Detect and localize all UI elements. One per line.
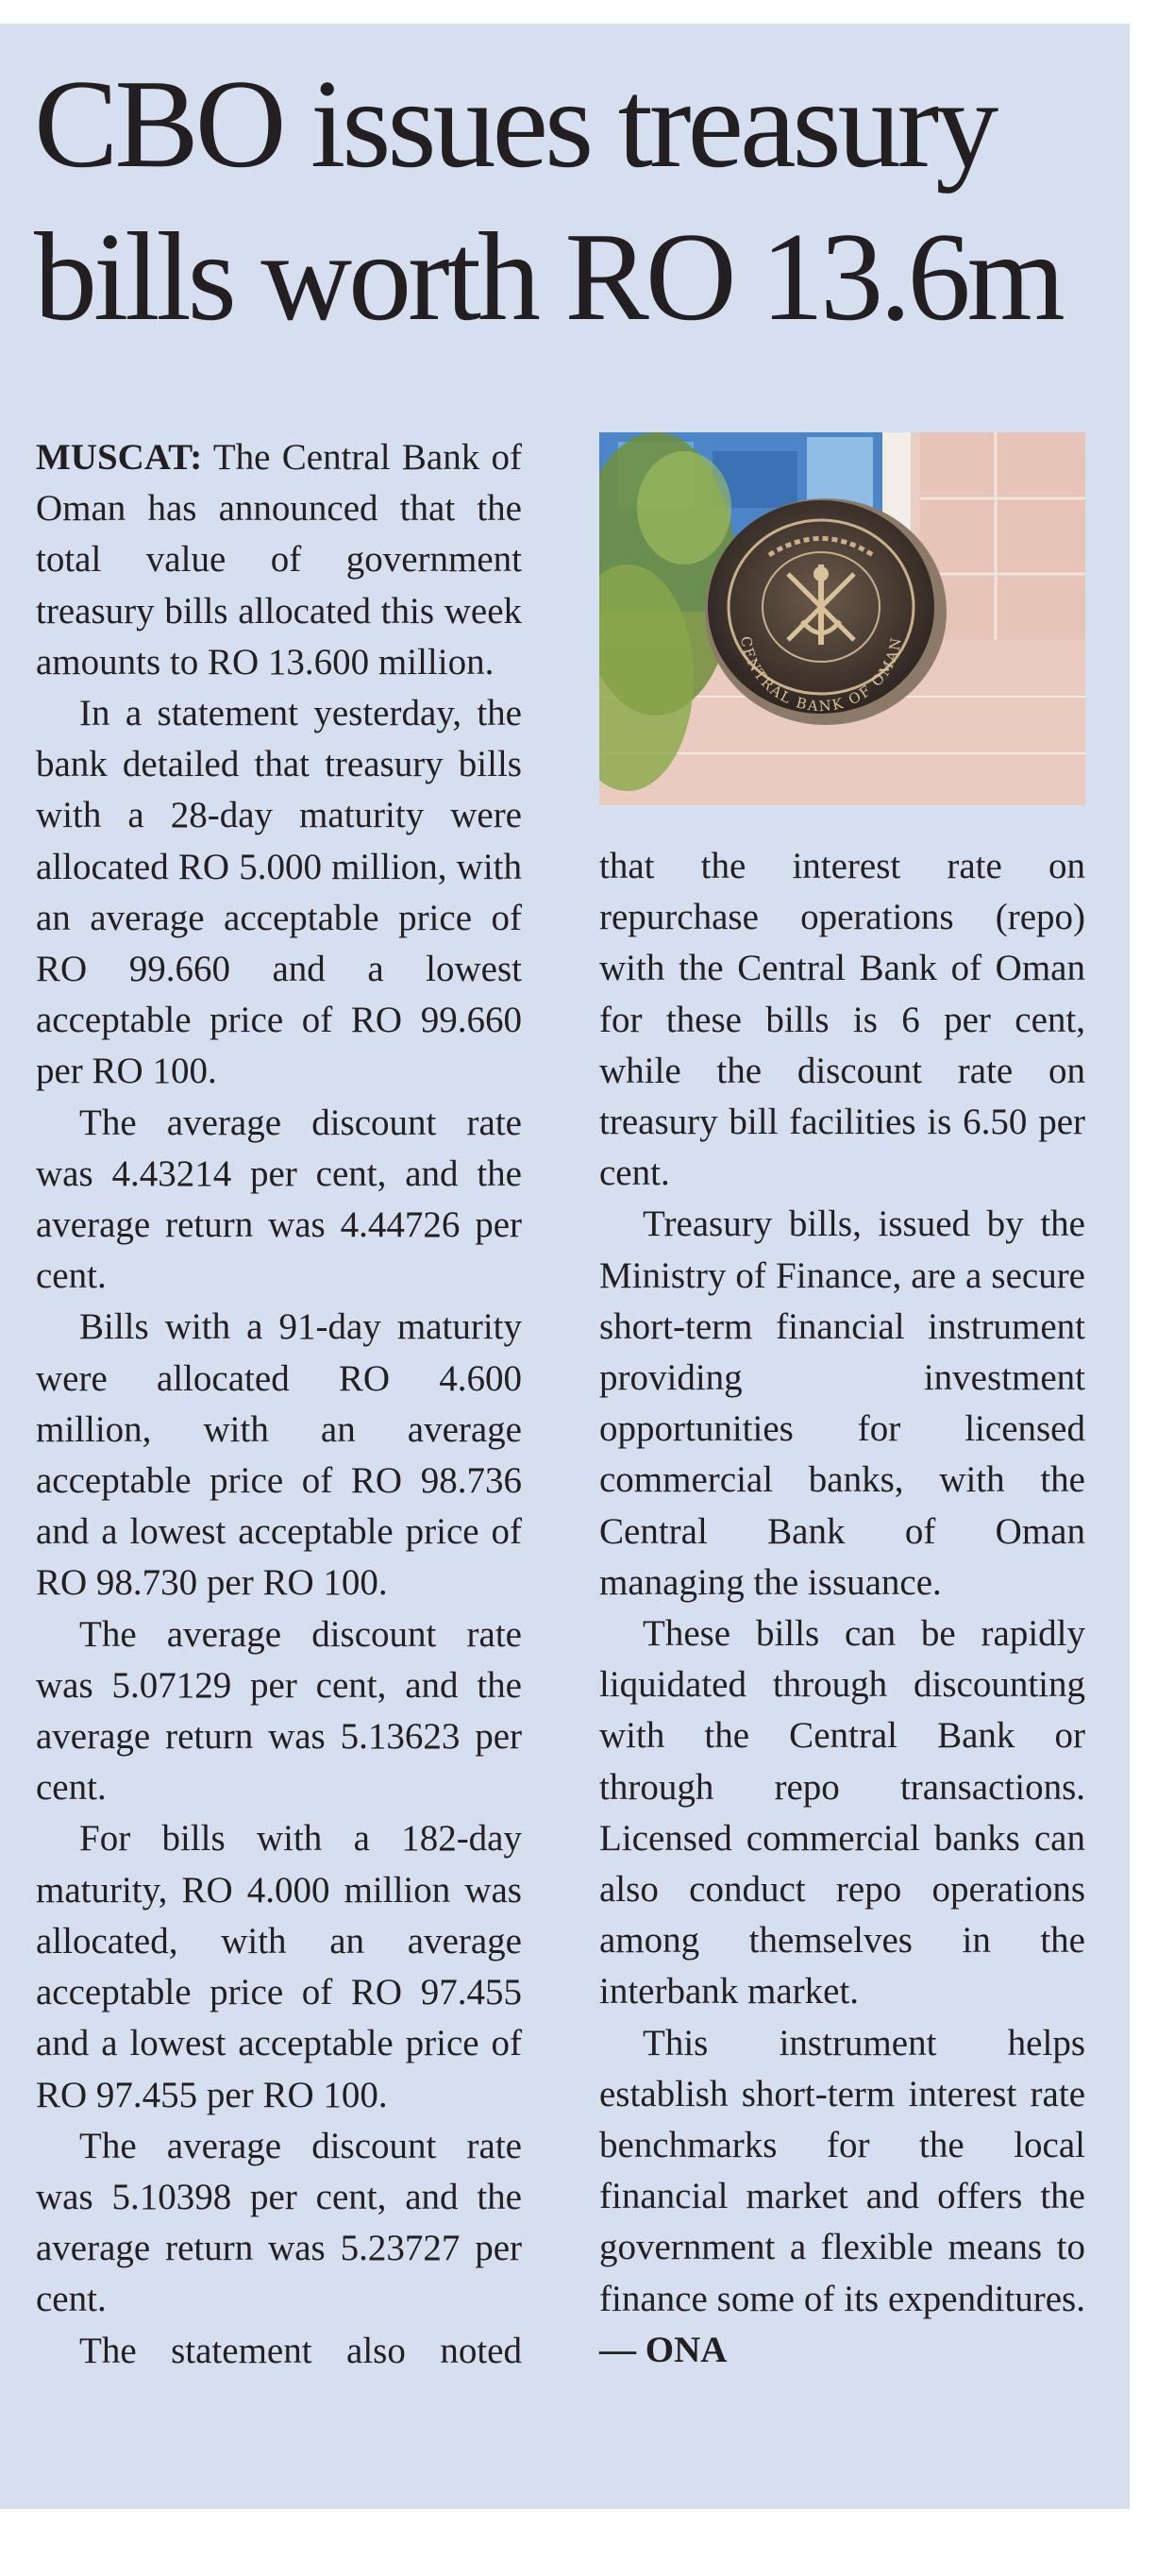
lead-paragraph (36, 432, 522, 688)
body-paragraph: In a statement yesterday, the bank detailed that treasury bills with a 28-day maturity were allocated RO 5.000 million, with an average acceptable price of RO 99.660 and a lowest acceptable price of RO 99.660 per RO 100. (36, 693, 522, 1092)
closing-text: This instrument helps establish short-term interest rate benchmarks for the local financial market and offers the government a flexible means to finance some of its expenditures. (599, 2022, 1085, 2319)
closing-paragraph (599, 2018, 1085, 2376)
body-paragraph: For bills with a 182-day maturity, RO 4.000 million was allocated, with an average acceptable price of RO 97.455 and a lowest acceptable price of RO 97.455 per RO 100. (36, 1818, 522, 2115)
article-column-right (599, 841, 1085, 2376)
body-paragraph: Treasury bills, issued by the Ministry of Finance, are a secure short-term financial instrument providing investment opportunities for licensed commercial banks, with the Central Bank of Oman managing the issuance. (599, 1204, 1085, 1603)
continuation-paragraph: that the interest rate on repurchase operations (repo) with the Central Bank of Oman for these bills is 6 per cent, while the discount rate on treasury bill facilities is 6.50 per cent. (599, 846, 1085, 1194)
headline-line-1: CBO issues treasury (34, 54, 996, 194)
headline (34, 47, 1100, 353)
body-paragraph: The average discount rate was 5.07129 per cent, and the average return was 5.13623 per cent. (36, 1613, 522, 1809)
headline-line-2: bills worth RO 13.6m (34, 207, 1062, 346)
lead-text: The Central Bank of Oman has announced that the total value of government treasury bills allocated this week amounts to RO 13.600 million. (36, 437, 522, 682)
body-paragraph: These bills can be rapidly liquidated through discounting with the Central Bank or through repo transactions. Licensed commercial banks can also conduct repo operations among themselves in the interbank market. (599, 1613, 1085, 2012)
article-photo (599, 432, 1085, 805)
article-column-left (36, 432, 522, 2377)
body-paragraph-break: The statement also noted (79, 2330, 522, 2371)
dateline: MUSCAT: (36, 437, 203, 478)
news-agency-credit: — ONA (599, 2329, 728, 2370)
central-bank-seal-icon (599, 432, 1085, 805)
body-paragraph: The average discount rate was 5.10398 per cent, and the average return was 5.23727 per cent. (36, 2125, 522, 2320)
svg-text:CENTRAL BANK OF OMAN: CENTRAL BANK OF OMAN (737, 634, 905, 716)
body-paragraph: The average discount rate was 4.43214 per cent, and the average return was 4.44726 per cent. (36, 1102, 522, 1297)
body-paragraph: Bills with a 91-day maturity were allocated RO 4.600 million, with an average acceptable price of RO 98.736 and a lowest acceptable price of RO 98.730 per RO 100. (36, 1306, 522, 1604)
